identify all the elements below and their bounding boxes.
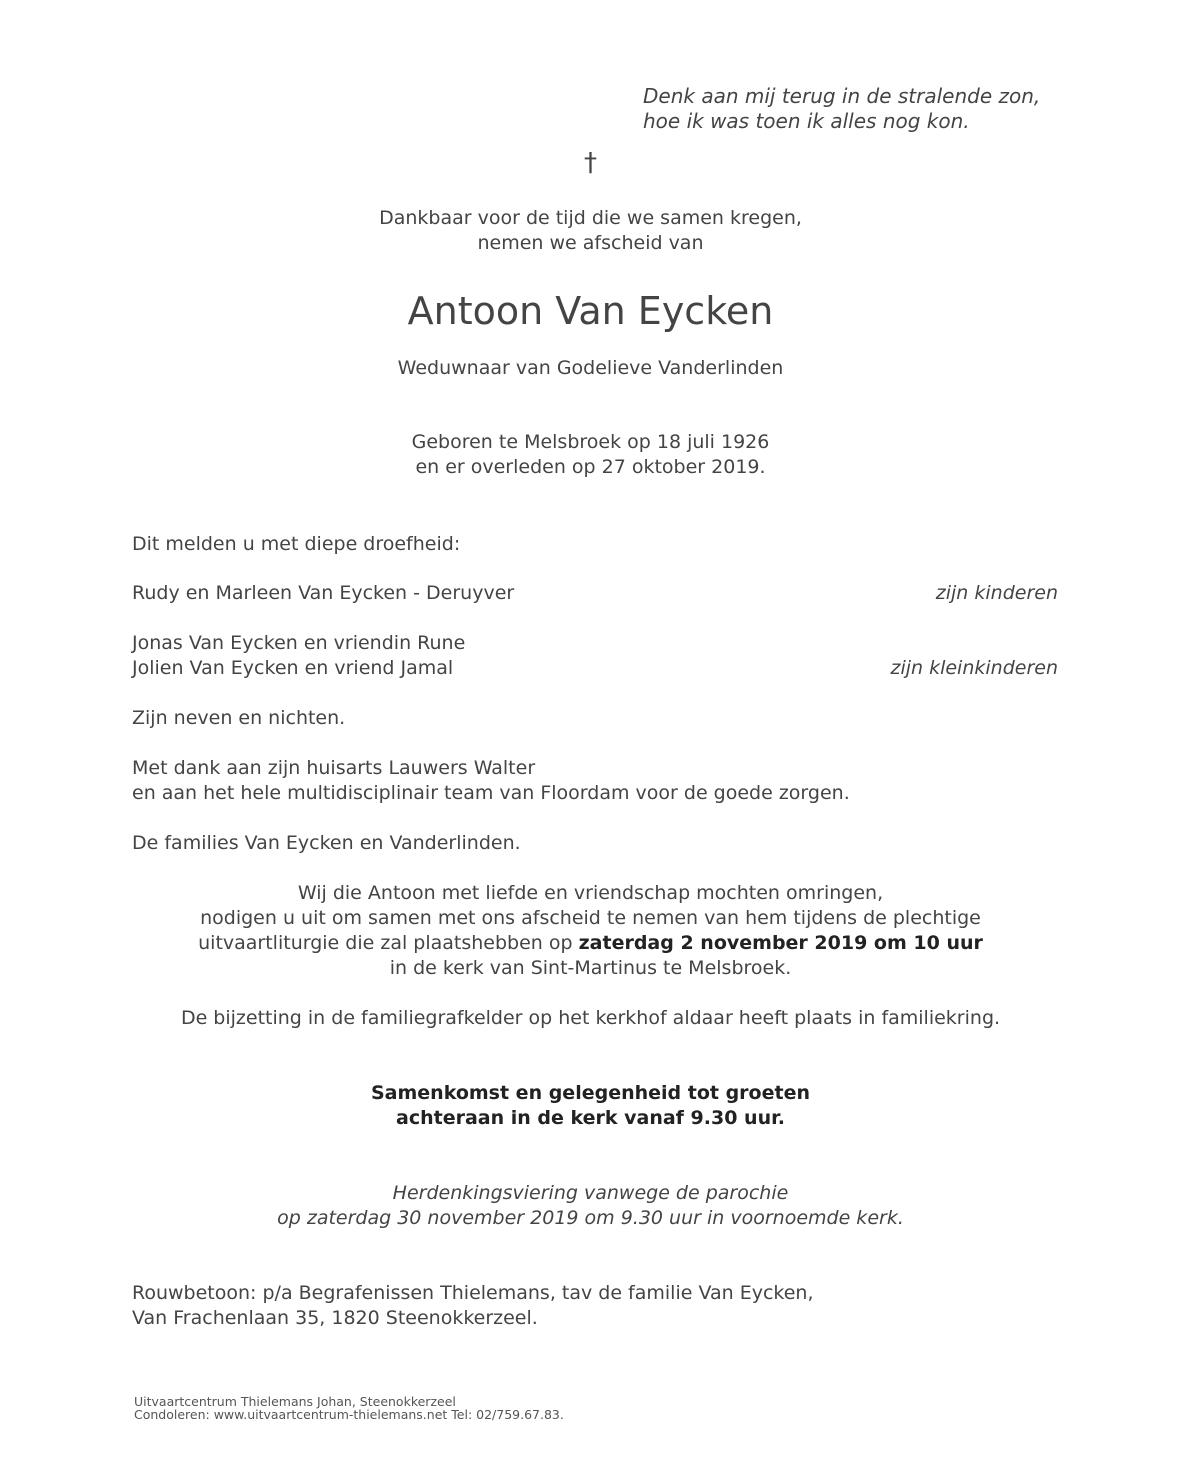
birth-line: Geboren te Melsbroek op 18 juli 1926 bbox=[411, 431, 770, 453]
invitation-line-3 bbox=[0, 931, 1181, 956]
condolence-address-line-2: Van Frachenlaan 35, 1820 Steenokkerzeel. bbox=[132, 1307, 538, 1329]
death-line: en er overleden op 27 oktober 2019. bbox=[415, 456, 766, 478]
grandchild-line-1: Jonas Van Eycken en vriendin Rune bbox=[132, 632, 466, 654]
families-line: De families Van Eycken en Vanderlinden. bbox=[132, 832, 521, 854]
footer-line-2: Condoleren: www.uitvaartcentrum-thielemans.net Tel: 02/759.67.83. bbox=[134, 1407, 564, 1422]
invitation-line-4: in de kerk van Sint-Martinus te Melsbroek. bbox=[389, 957, 792, 979]
intro-line-2: nemen we afscheid van bbox=[477, 232, 704, 254]
invitation-line-3-prefix: uitvaartliturgie die zal plaatshebben op bbox=[198, 932, 579, 954]
spouse-line: Weduwnaar van Godelieve Vanderlinden bbox=[397, 357, 784, 379]
opening-line: Dit melden u met diepe droefheid: bbox=[132, 533, 461, 555]
deceased-name: Antoon Van Eycken bbox=[407, 289, 774, 333]
condolence-address-line-1: Rouwbetoon: p/a Begrafenissen Thielemans, tav de familie Van Eycken, bbox=[132, 1282, 814, 1304]
grandchildren-role: zijn kleinkinderen bbox=[890, 657, 1058, 679]
invitation-line-2: nodigen u uit om samen met ons afscheid te nemen van hem tijdens de plechtige bbox=[200, 907, 981, 929]
cross-icon: † bbox=[584, 148, 597, 178]
children-role: zijn kinderen bbox=[935, 582, 1058, 604]
thanks-line-2: en aan het hele multidisciplinair team van Floordam voor de goede zorgen. bbox=[132, 782, 850, 804]
funeral-date-time: zaterdag 2 november 2019 om 10 uur bbox=[578, 932, 983, 954]
poem-line-2: hoe ik was toen ik alles nog kon. bbox=[643, 109, 970, 133]
footer-line-1: Uitvaartcentrum Thielemans Johan, Steenokkerzeel bbox=[134, 1394, 456, 1409]
thanks-line-1: Met dank aan zijn huisarts Lauwers Walter bbox=[132, 757, 536, 779]
gathering-line-2: achteraan in de kerk vanaf 9.30 uur. bbox=[396, 1107, 785, 1129]
gathering-line-1: Samenkomst en gelegenheid tot groeten bbox=[370, 1082, 810, 1104]
intro-line-1: Dankbaar voor de tijd die we samen kregen, bbox=[379, 207, 802, 229]
invitation-line-1: Wij die Antoon met liefde en vriendschap mochten omringen, bbox=[297, 882, 884, 904]
commemoration-line-1: Herdenkingsviering vanwege de parochie bbox=[392, 1182, 789, 1204]
cousins-line: Zijn neven en nichten. bbox=[132, 707, 346, 729]
grandchild-line-2: Jolien Van Eycken en vriend Jamal bbox=[132, 657, 454, 679]
commemoration-line-2: op zaterdag 30 november 2019 om 9.30 uur in voornoemde kerk. bbox=[277, 1207, 904, 1229]
children-names: Rudy en Marleen Van Eycken - Deruyver bbox=[132, 582, 515, 604]
poem-line-1: Denk aan mij terug in de stralende zon, bbox=[643, 84, 1041, 108]
burial-line: De bijzetting in de familiegrafkelder op het kerkhof aldaar heeft plaats in familiekring. bbox=[180, 1007, 1001, 1029]
